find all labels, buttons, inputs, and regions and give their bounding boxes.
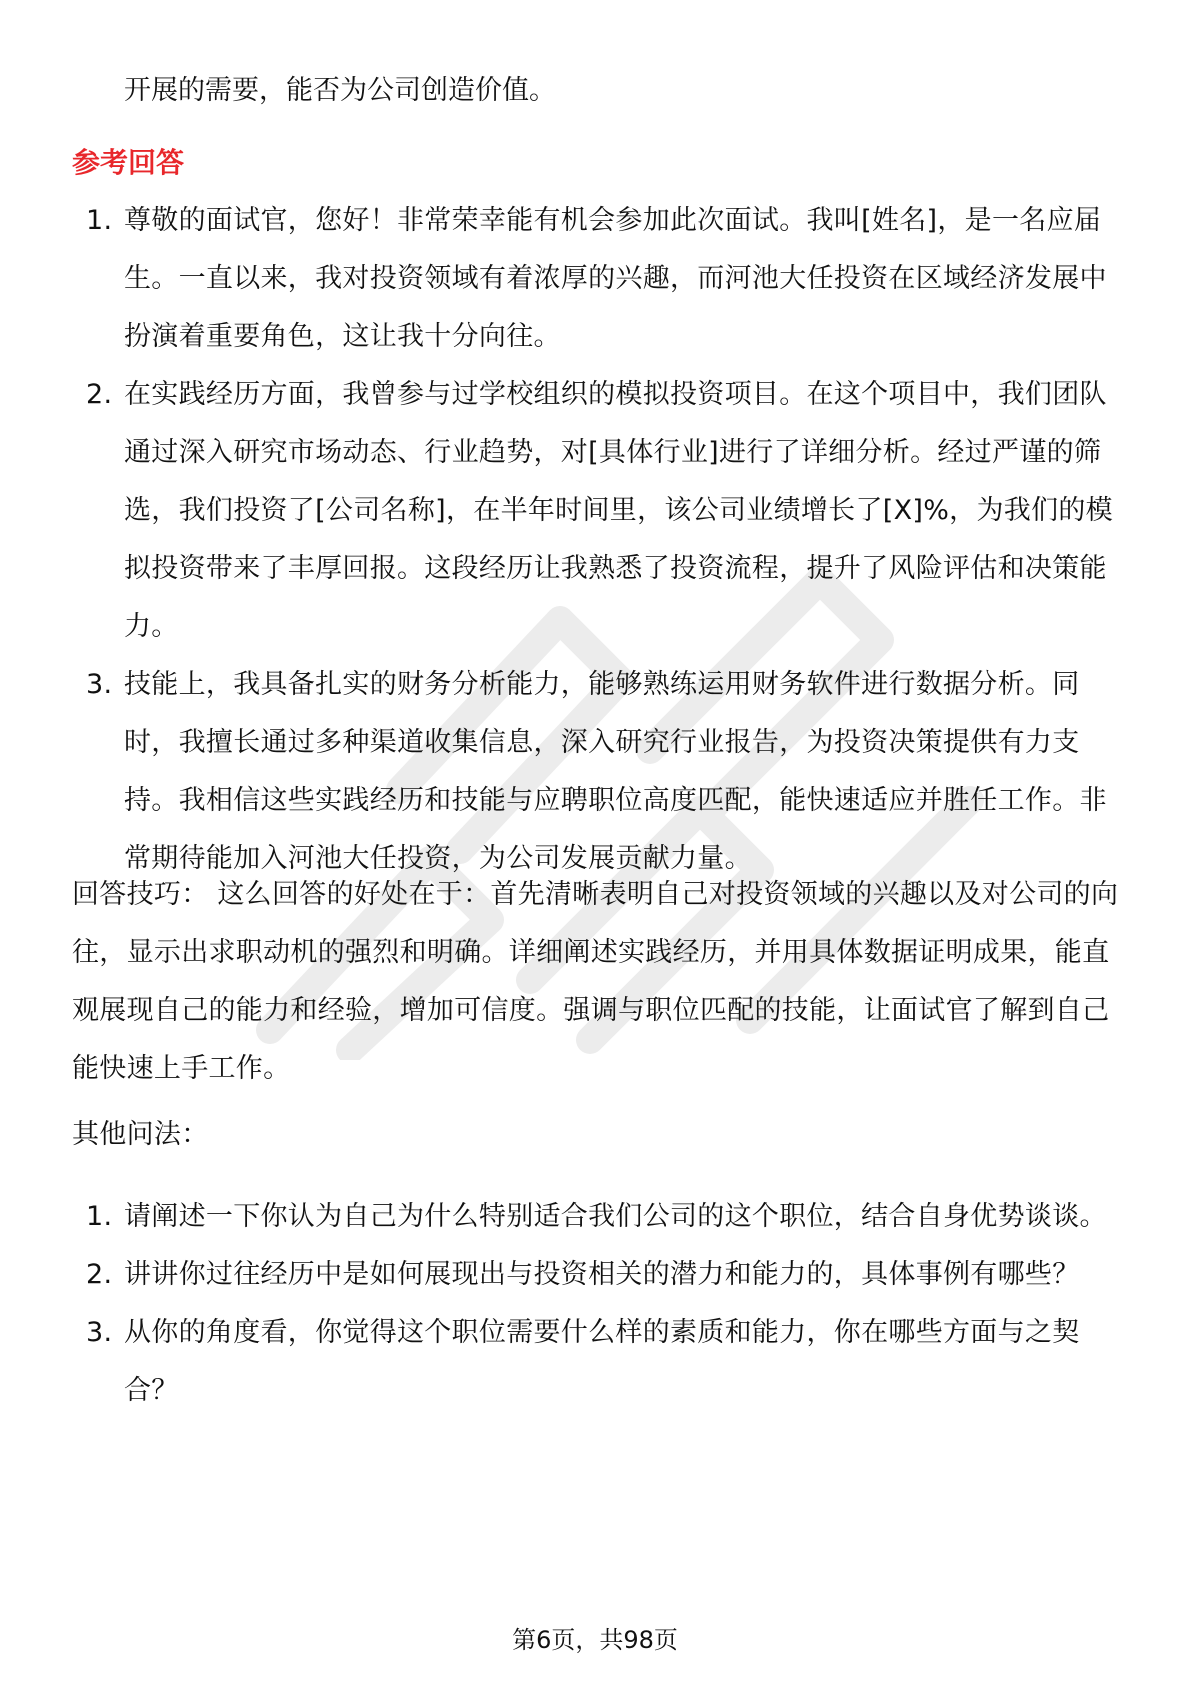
list-item (72, 656, 1122, 888)
list-item (72, 1304, 1122, 1420)
reference-answer-heading: 参考回答 (72, 146, 185, 179)
list-item-number: 1. (86, 1201, 113, 1232)
list-item (72, 366, 1122, 656)
list-item-number: 1. (86, 205, 113, 236)
list-item-text: 讲讲你过往经历中是如何展现出与投资相关的潜力和能力的，具体事例有哪些？ (124, 1259, 1080, 1290)
list-item (72, 1246, 1122, 1304)
list-item-text: 请阐述一下你认为自己为什么特别适合我们公司的这个职位，结合自身优势谈谈。 (124, 1201, 1107, 1232)
intro-continuation-text: 开展的需要，能否为公司创造价值。 (124, 75, 556, 106)
answer-tips-paragraph: 回答技巧： 这么回答的好处在于：首先清晰表明自己对投资领域的兴趣以及对公司的向往，显示出求职动机的强烈和明确。详细阐述实践经历，并用具体数据证明成果，能直观展现自己的能力和经验，增加可信度。强调与职位匹配的技能，让面试官了解到自己能快速上手工作。 (72, 879, 1119, 1084)
list-item-number: 3. (86, 669, 113, 700)
list-item-text: 技能上，我具备扎实的财务分析能力，能够熟练运用财务软件进行数据分析。同时，我擅长通过多种渠道收集信息，深入研究行业报告，为投资决策提供有力支持。我相信这些实践经历和技能与应聘职位高度匹配，能快速适应并胜任工作。非常期待能加入河池大任投资，为公司发展贡献力量。 (124, 669, 1107, 874)
list-item-number: 2. (86, 1259, 113, 1290)
list-item-text: 从你的角度看，你觉得这个职位需要什么样的素质和能力，你在哪些方面与之契合？ (124, 1317, 1080, 1406)
list-item-text: 在实践经历方面，我曾参与过学校组织的模拟投资项目。在这个项目中，我们团队通过深入研究市场动态、行业趋势，对[具体行业]进行了详细分析。经过严谨的筛选，我们投资了[公司名称]，在半年时间里，该公司业绩增长了[X]%，为我们的模拟投资带来了丰厚回报。这段经历让我熟悉了投资流程，提升了风险评估和决策能力。 (124, 379, 1113, 642)
reference-answer-list (72, 192, 1122, 888)
other-questions-heading: 其他问法： (72, 1119, 209, 1150)
list-item (72, 192, 1122, 366)
list-item-number: 3. (86, 1317, 113, 1348)
list-item-text: 尊敬的面试官，您好！非常荣幸能有机会参加此次面试。我叫[姓名]，是一名应届生。一直以来，我对投资领域有着浓厚的兴趣，而河池大任投资在区域经济发展中扮演着重要角色，这让我十分向往。 (124, 205, 1107, 352)
list-item-number: 2. (86, 379, 113, 410)
other-questions-list (72, 1188, 1122, 1420)
list-item (72, 1188, 1122, 1246)
page-number-footer: 第6页，共98页 (512, 1626, 678, 1654)
